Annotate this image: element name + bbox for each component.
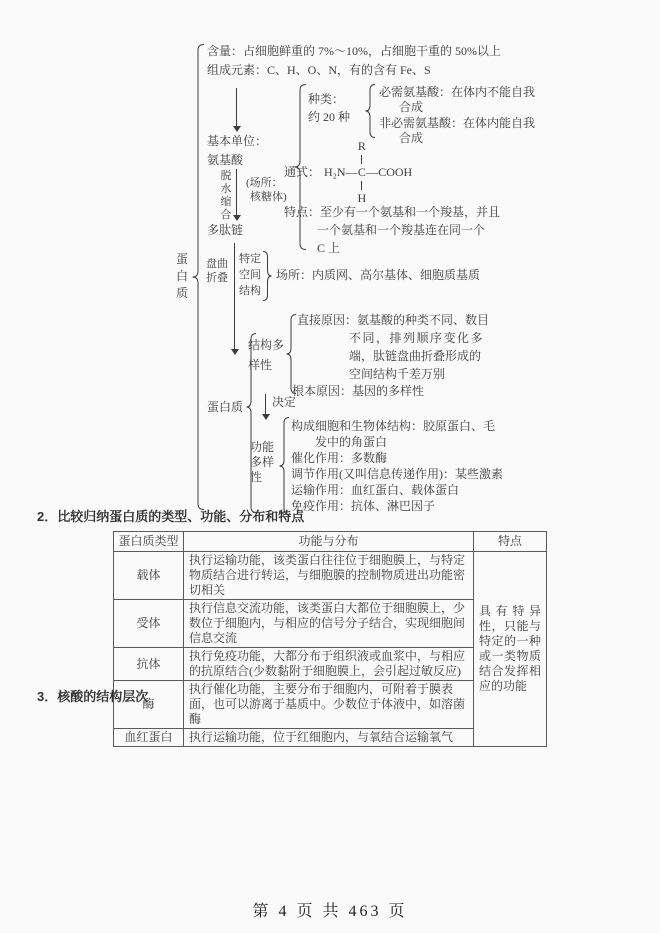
essential-amino-line1: 必需氨基酸：在体内不能自我 — [379, 85, 536, 99]
formula-label: 通式： — [284, 165, 321, 179]
row-type: 酶 — [114, 681, 184, 729]
nonessential-amino-line1: 非必需氨基酸：在体内能自我 — [379, 116, 536, 130]
content-line: 含量：占细胞鲜重的 7%～10%，占细胞干重的 50%以上 — [207, 44, 501, 58]
row-desc: 执行免疫功能，大都分布于组织液或血浆中，与相应的抗原结合(少数黏附于细胞膜上，会引起过敏反应) — [184, 648, 474, 681]
dehydration-site-line1: (场所： — [246, 177, 283, 189]
function-item4: 运输作用：血红蛋白、载体蛋白 — [291, 483, 460, 497]
col-header-type: 蛋白质类型 — [114, 532, 184, 552]
arrow-folding — [234, 243, 235, 349]
amino-general-formula — [284, 139, 412, 206]
basic-unit-label: 基本单位： — [207, 134, 268, 148]
amino-kinds-count: 约 20 种 — [308, 110, 351, 124]
row-desc: 执行信息交流功能，该类蛋白大都位于细胞膜上，少数位于细胞内，与相应的信号分子结合，实现细胞间信息交流 — [184, 600, 474, 648]
dehydration-label: 脱水缩合 — [220, 170, 232, 221]
function-item1-line2: 发中的角蛋白 — [315, 435, 388, 449]
amino-kinds-brace — [365, 84, 375, 138]
elements-line: 组成元素：C、H、O、N，有的含有 Fe、S — [207, 63, 431, 77]
function-diversity-label: 功能多样性 — [250, 440, 275, 484]
root-brace — [192, 44, 204, 510]
direct-cause-line2: 不同，排列顺序变化多 — [349, 331, 485, 345]
direct-cause-line1: 直接原因：氨基酸的种类不同、数目 — [297, 313, 490, 327]
space-structure-label: 特定空间结构 — [239, 253, 261, 297]
space-structure-brace — [263, 251, 272, 301]
formula-structure — [324, 139, 412, 206]
section2-heading: 2．比较归纳蛋白质的类型、功能、分布和特点 — [37, 509, 305, 524]
amino-feature-line3: C 上 — [317, 241, 341, 255]
formula-carboxyl: —COOH — [366, 165, 413, 179]
structure-diversity-label: 结构多样性 — [248, 338, 285, 372]
amino-feature-line1: 特点：至少有一个氨基和一个羧基，并且 — [284, 205, 501, 219]
protein2-label: 蛋白质 — [207, 400, 244, 414]
function-diversity-brace — [279, 417, 289, 515]
direct-cause-line4: 空间结构千差万别 — [349, 367, 446, 381]
col-header-feature: 特点 — [474, 532, 547, 552]
arrow-to-basic-unit — [236, 88, 237, 126]
bond-top — [361, 155, 362, 164]
bond-bottom — [361, 181, 362, 190]
function-item3: 调节作用(又叫信息传递作用)：某些激素 — [291, 467, 503, 481]
row-desc: 执行运输功能，该类蛋白往往位于细胞膜上，与特定物质结合进行转运，与细胞膜的控制物质进出功能密切相关 — [184, 552, 474, 600]
table-header-row — [114, 532, 547, 552]
polypeptide-label: 多肽链 — [207, 223, 244, 237]
dehydration-site-line2: 核糖体) — [250, 191, 287, 203]
root-label-protein: 蛋白质 — [175, 252, 188, 300]
feature-merged-cell: 具有特异性，只能与特定的一种或一类物质结合发挥相应的功能 — [474, 552, 547, 747]
page-footer: 第 4 页 共 463 页 — [252, 903, 408, 920]
arrow-dehydration — [236, 169, 237, 215]
row-desc: 执行运输功能，位于红细胞内，与氧结合运输氧气 — [184, 729, 474, 747]
formula-h-atom: H — [357, 191, 367, 205]
essential-amino-line2: 合成 — [399, 100, 424, 114]
root-cause-line: 根本原因：基因的多样性 — [292, 384, 425, 398]
formula-r-group: R — [357, 139, 366, 153]
protein-type-table — [113, 531, 547, 747]
basic-unit-value: 氨基酸 — [207, 153, 244, 167]
row-type: 受体 — [114, 600, 184, 648]
structure-diversity-brace — [286, 314, 296, 394]
direct-cause-line3: 端，肽链盘曲折叠形成的 — [349, 349, 482, 363]
function-item5: 免疫作用：抗体、淋巴因子 — [291, 499, 436, 513]
col-header-function: 功能与分布 — [184, 532, 474, 552]
row-type: 载体 — [114, 552, 184, 600]
table-row — [114, 552, 547, 600]
folding-site: 场所：内质网、高尔基体、细胞质基质 — [276, 268, 481, 282]
amino-kinds-label: 种类： — [308, 92, 345, 106]
formula-carbon: C — [357, 165, 366, 179]
nonessential-amino-line2: 合成 — [399, 131, 424, 145]
row-type: 血红蛋白 — [114, 729, 184, 747]
section3-heading: 3．核酸的结构层次 — [37, 689, 149, 704]
arrow-decide — [265, 394, 266, 414]
function-item1-line1: 构成细胞和生物体结构：胶原蛋白、毛 — [291, 419, 496, 433]
amino-feature-line2: 一个氨基和一个羧基连在同一个 — [317, 223, 486, 237]
decide-label: 决定 — [272, 395, 297, 409]
row-desc: 执行催化功能，主要分布于细胞内，可附着于膜表面，也可以游离于基质中。少数位于体液中，如溶菌酶 — [184, 681, 474, 729]
folding-label: 盘曲折叠 — [206, 258, 228, 284]
row-type: 抗体 — [114, 648, 184, 681]
formula-amine: H₂N— — [324, 165, 358, 179]
function-item2: 催化作用：多数酶 — [291, 451, 388, 465]
